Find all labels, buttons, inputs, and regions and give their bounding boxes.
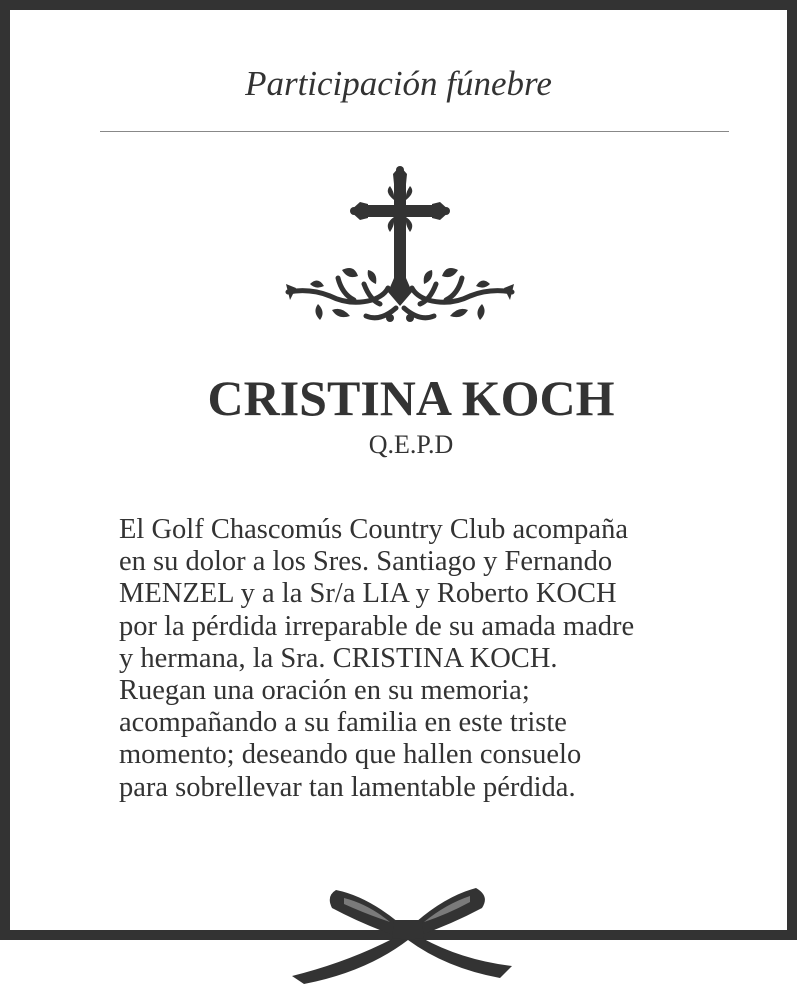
qepd-label: Q.E.P.D	[368, 430, 454, 459]
condolence-message	[119, 514, 719, 804]
notice-header: Participación fúnebre	[245, 64, 552, 103]
message-line: El Golf Chascomús Country Club acompaña	[119, 514, 628, 545]
message-line: por la pérdida irreparable de su amada madre	[119, 610, 635, 642]
deceased-name: CRISTINA KOCH	[207, 370, 615, 426]
message-line: acompañando a su familia en este triste	[119, 707, 567, 739]
header-divider	[100, 131, 729, 132]
message-line: MENZEL y a la Sr/a LIA y Roberto KOCH	[119, 578, 617, 610]
mourning-ribbon-icon	[286, 882, 531, 987]
message-line: Ruegan una oración en su memoria;	[119, 675, 530, 707]
message-line: y hermana, la Sra. CRISTINA KOCH.	[119, 642, 558, 674]
message-line: para sobrellevar tan lamentable pérdida.	[119, 771, 576, 803]
cross-ornament-icon	[280, 160, 520, 330]
message-line: en su dolor a los Sres. Santiago y Fernando	[119, 546, 613, 578]
message-line: momento; deseando que hallen consuelo	[119, 739, 582, 771]
